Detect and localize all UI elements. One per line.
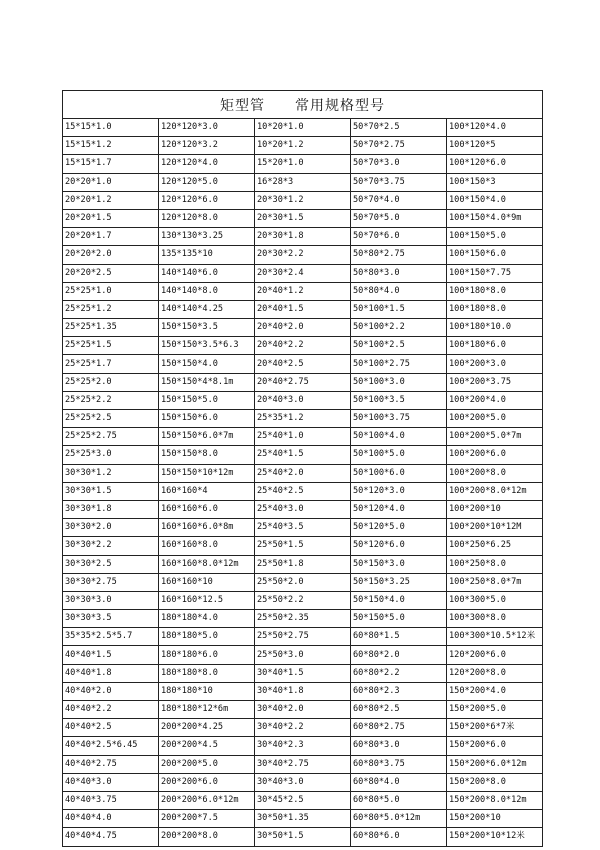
table-cell: 150*200*6*7米 <box>447 719 543 737</box>
table-cell: 25*50*2.0 <box>255 573 351 591</box>
table-cell: 150*200*6.0*12m <box>447 755 543 773</box>
table-row <box>63 119 543 137</box>
table-cell: 20*40*3.0 <box>255 391 351 409</box>
table-cell: 50*150*5.0 <box>351 610 447 628</box>
table-row <box>63 719 543 737</box>
table-cell: 180*180*10 <box>159 682 255 700</box>
table-row <box>63 300 543 318</box>
table-cell: 60*80*2.5 <box>351 701 447 719</box>
table-cell: 25*35*1.2 <box>255 410 351 428</box>
table-cell: 200*200*8.0 <box>159 828 255 846</box>
table-cell: 20*30*1.8 <box>255 228 351 246</box>
table-cell: 50*150*3.0 <box>351 555 447 573</box>
table-cell: 50*150*4.0 <box>351 591 447 609</box>
spec-table-body <box>63 119 543 847</box>
table-row <box>63 137 543 155</box>
table-cell: 150*200*6.0 <box>447 737 543 755</box>
table-cell: 100*200*8.0*12m <box>447 482 543 500</box>
table-row <box>63 319 543 337</box>
table-cell: 20*20*1.7 <box>63 228 159 246</box>
table-cell: 30*40*2.2 <box>255 719 351 737</box>
table-cell: 100*200*6.0 <box>447 446 543 464</box>
table-cell: 30*40*1.5 <box>255 664 351 682</box>
table-cell: 120*120*4.0 <box>159 155 255 173</box>
table-cell: 30*45*2.5 <box>255 791 351 809</box>
table-row <box>63 737 543 755</box>
table-cell: 150*200*10 <box>447 810 543 828</box>
table-cell: 30*30*2.0 <box>63 519 159 537</box>
table-row <box>63 773 543 791</box>
table-cell: 150*150*5.0 <box>159 391 255 409</box>
table-cell: 180*180*12*6m <box>159 701 255 719</box>
table-cell: 40*40*2.2 <box>63 701 159 719</box>
table-cell: 100*200*10*12M <box>447 519 543 537</box>
table-cell: 20*40*2.2 <box>255 337 351 355</box>
table-cell: 20*40*2.75 <box>255 373 351 391</box>
table-cell: 16*28*3 <box>255 173 351 191</box>
table-cell: 100*200*4.0 <box>447 391 543 409</box>
table-cell: 200*200*4.25 <box>159 719 255 737</box>
table-cell: 120*200*8.0 <box>447 664 543 682</box>
table-cell: 60*80*2.0 <box>351 646 447 664</box>
table-cell: 50*120*6.0 <box>351 537 447 555</box>
table-cell: 135*135*10 <box>159 246 255 264</box>
table-cell: 25*50*1.8 <box>255 555 351 573</box>
table-cell: 50*100*6.0 <box>351 464 447 482</box>
table-cell: 25*25*1.7 <box>63 355 159 373</box>
table-cell: 180*180*5.0 <box>159 628 255 646</box>
table-cell: 120*200*6.0 <box>447 646 543 664</box>
table-cell: 160*160*6.0*8m <box>159 519 255 537</box>
table-row <box>63 628 543 646</box>
table-cell: 30*40*1.8 <box>255 682 351 700</box>
table-cell: 150*150*8.0 <box>159 446 255 464</box>
table-row <box>63 446 543 464</box>
table-row <box>63 155 543 173</box>
table-cell: 180*180*8.0 <box>159 664 255 682</box>
table-cell: 50*70*5.0 <box>351 209 447 227</box>
table-cell: 200*200*6.0*12m <box>159 791 255 809</box>
table-cell: 60*80*4.0 <box>351 773 447 791</box>
table-cell: 25*25*1.2 <box>63 300 159 318</box>
table-row <box>63 373 543 391</box>
table-row <box>63 246 543 264</box>
table-cell: 50*100*3.75 <box>351 410 447 428</box>
table-cell: 25*25*2.5 <box>63 410 159 428</box>
table-cell: 150*150*6.0 <box>159 410 255 428</box>
table-row <box>63 682 543 700</box>
table-row <box>63 209 543 227</box>
table-cell: 20*30*2.2 <box>255 246 351 264</box>
table-cell: 20*20*1.5 <box>63 209 159 227</box>
table-row <box>63 646 543 664</box>
table-cell: 25*50*2.2 <box>255 591 351 609</box>
table-row <box>63 337 543 355</box>
table-cell: 20*20*2.0 <box>63 246 159 264</box>
table-row <box>63 555 543 573</box>
table-row <box>63 264 543 282</box>
table-cell: 50*80*4.0 <box>351 282 447 300</box>
table-cell: 150*150*3.5 <box>159 319 255 337</box>
table-cell: 150*150*4.0 <box>159 355 255 373</box>
table-cell: 50*100*2.75 <box>351 355 447 373</box>
title-row <box>63 91 543 119</box>
spec-table <box>62 90 543 847</box>
table-row <box>63 755 543 773</box>
table-cell: 25*50*2.35 <box>255 610 351 628</box>
table-cell: 100*180*6.0 <box>447 337 543 355</box>
table-cell: 25*25*2.75 <box>63 428 159 446</box>
table-row <box>63 810 543 828</box>
table-cell: 50*70*2.5 <box>351 119 447 137</box>
table-row <box>63 500 543 518</box>
table-cell: 50*100*1.5 <box>351 300 447 318</box>
table-cell: 30*30*2.75 <box>63 573 159 591</box>
table-cell: 15*15*1.2 <box>63 137 159 155</box>
table-cell: 25*25*2.2 <box>63 391 159 409</box>
table-cell: 100*300*10.5*12米 <box>447 628 543 646</box>
table-cell: 200*200*4.5 <box>159 737 255 755</box>
table-cell: 200*200*7.5 <box>159 810 255 828</box>
table-cell: 60*80*5.0*12m <box>351 810 447 828</box>
table-cell: 160*160*10 <box>159 573 255 591</box>
table-row <box>63 428 543 446</box>
table-cell: 100*250*8.0*7m <box>447 573 543 591</box>
table-cell: 20*40*2.0 <box>255 319 351 337</box>
table-cell: 100*120*6.0 <box>447 155 543 173</box>
table-cell: 30*30*2.5 <box>63 555 159 573</box>
table-cell: 10*20*1.0 <box>255 119 351 137</box>
table-cell: 50*70*2.75 <box>351 137 447 155</box>
table-cell: 100*200*10 <box>447 500 543 518</box>
table-cell: 25*25*1.5 <box>63 337 159 355</box>
table-cell: 25*40*3.5 <box>255 519 351 537</box>
table-cell: 100*150*4.0 <box>447 191 543 209</box>
table-cell: 150*150*6.0*7m <box>159 428 255 446</box>
table-cell: 25*50*2.75 <box>255 628 351 646</box>
table-row <box>63 591 543 609</box>
table-cell: 25*50*3.0 <box>255 646 351 664</box>
table-cell: 40*40*2.5*6.45 <box>63 737 159 755</box>
table-cell: 50*120*3.0 <box>351 482 447 500</box>
table-cell: 120*120*6.0 <box>159 191 255 209</box>
table-cell: 150*200*4.0 <box>447 682 543 700</box>
table-cell: 50*80*3.0 <box>351 264 447 282</box>
table-cell: 20*40*1.2 <box>255 282 351 300</box>
table-cell: 60*80*1.5 <box>351 628 447 646</box>
table-row <box>63 191 543 209</box>
table-cell: 20*40*1.5 <box>255 300 351 318</box>
table-cell: 40*40*3.75 <box>63 791 159 809</box>
table-cell: 180*180*6.0 <box>159 646 255 664</box>
table-cell: 100*180*10.0 <box>447 319 543 337</box>
table-cell: 150*200*5.0 <box>447 701 543 719</box>
table-cell: 100*200*5.0 <box>447 410 543 428</box>
table-cell: 160*160*8.0 <box>159 537 255 555</box>
table-cell: 60*80*6.0 <box>351 828 447 846</box>
table-cell: 50*100*4.0 <box>351 428 447 446</box>
table-cell: 60*80*3.0 <box>351 737 447 755</box>
table-row <box>63 355 543 373</box>
table-cell: 30*30*3.0 <box>63 591 159 609</box>
table-cell: 100*250*8.0 <box>447 555 543 573</box>
table-cell: 50*100*3.0 <box>351 373 447 391</box>
table-cell: 15*15*1.0 <box>63 119 159 137</box>
table-cell: 30*30*2.2 <box>63 537 159 555</box>
table-cell: 20*30*1.5 <box>255 209 351 227</box>
table-cell: 20*20*1.2 <box>63 191 159 209</box>
table-cell: 20*30*2.4 <box>255 264 351 282</box>
table-cell: 130*130*3.25 <box>159 228 255 246</box>
table-cell: 150*200*10*12米 <box>447 828 543 846</box>
table-cell: 160*160*12.5 <box>159 591 255 609</box>
table-cell: 150*150*3.5*6.3 <box>159 337 255 355</box>
table-cell: 25*25*1.0 <box>63 282 159 300</box>
table-cell: 120*120*8.0 <box>159 209 255 227</box>
table-cell: 60*80*2.75 <box>351 719 447 737</box>
table-cell: 25*40*2.5 <box>255 482 351 500</box>
table-cell: 25*40*3.0 <box>255 500 351 518</box>
table-cell: 50*70*6.0 <box>351 228 447 246</box>
table-cell: 25*40*2.0 <box>255 464 351 482</box>
table-cell: 40*40*2.0 <box>63 682 159 700</box>
table-cell: 25*40*1.0 <box>255 428 351 446</box>
table-cell: 140*140*4.25 <box>159 300 255 318</box>
table-cell: 20*30*1.2 <box>255 191 351 209</box>
table-cell: 20*20*1.0 <box>63 173 159 191</box>
table-cell: 60*80*5.0 <box>351 791 447 809</box>
table-row <box>63 828 543 846</box>
table-cell: 160*160*8.0*12m <box>159 555 255 573</box>
table-cell: 25*50*1.5 <box>255 537 351 555</box>
table-cell: 60*80*3.75 <box>351 755 447 773</box>
table-cell: 120*120*5.0 <box>159 173 255 191</box>
table-row <box>63 537 543 555</box>
table-cell: 100*200*3.75 <box>447 373 543 391</box>
table-cell: 60*80*2.2 <box>351 664 447 682</box>
table-cell: 20*40*2.5 <box>255 355 351 373</box>
table-row <box>63 464 543 482</box>
table-row <box>63 610 543 628</box>
table-cell: 100*200*5.0*7m <box>447 428 543 446</box>
table-cell: 150*150*10*12m <box>159 464 255 482</box>
table-cell: 50*100*5.0 <box>351 446 447 464</box>
table-cell: 50*100*3.5 <box>351 391 447 409</box>
table-cell: 25*25*3.0 <box>63 446 159 464</box>
table-row <box>63 664 543 682</box>
table-cell: 200*200*5.0 <box>159 755 255 773</box>
table-row <box>63 228 543 246</box>
table-cell: 30*40*3.0 <box>255 773 351 791</box>
table-cell: 30*30*1.8 <box>63 500 159 518</box>
table-row <box>63 282 543 300</box>
table-cell: 30*30*1.5 <box>63 482 159 500</box>
table-row <box>63 391 543 409</box>
table-cell: 100*200*3.0 <box>447 355 543 373</box>
spec-sheet <box>62 90 542 847</box>
table-cell: 15*20*1.0 <box>255 155 351 173</box>
table-cell: 180*180*4.0 <box>159 610 255 628</box>
table-row <box>63 173 543 191</box>
table-cell: 40*40*1.5 <box>63 646 159 664</box>
table-cell: 100*120*4.0 <box>447 119 543 137</box>
table-cell: 50*80*2.75 <box>351 246 447 264</box>
table-cell: 40*40*4.75 <box>63 828 159 846</box>
table-cell: 100*180*8.0 <box>447 300 543 318</box>
table-cell: 25*25*2.0 <box>63 373 159 391</box>
table-cell: 15*15*1.7 <box>63 155 159 173</box>
table-cell: 150*200*8.0*12m <box>447 791 543 809</box>
table-cell: 50*100*2.2 <box>351 319 447 337</box>
table-cell: 30*50*1.35 <box>255 810 351 828</box>
table-cell: 100*250*6.25 <box>447 537 543 555</box>
table-cell: 50*120*4.0 <box>351 500 447 518</box>
table-cell: 40*40*1.8 <box>63 664 159 682</box>
table-cell: 100*150*6.0 <box>447 246 543 264</box>
table-row <box>63 791 543 809</box>
table-cell: 140*140*8.0 <box>159 282 255 300</box>
table-cell: 50*70*3.75 <box>351 173 447 191</box>
table-cell: 150*200*8.0 <box>447 773 543 791</box>
table-cell: 120*120*3.2 <box>159 137 255 155</box>
table-row <box>63 701 543 719</box>
table-cell: 200*200*6.0 <box>159 773 255 791</box>
table-cell: 150*150*4*8.1m <box>159 373 255 391</box>
table-cell: 120*120*3.0 <box>159 119 255 137</box>
table-cell: 160*160*6.0 <box>159 500 255 518</box>
table-cell: 50*70*3.0 <box>351 155 447 173</box>
table-cell: 25*40*1.5 <box>255 446 351 464</box>
table-cell: 100*300*8.0 <box>447 610 543 628</box>
table-cell: 100*150*4.0*9m <box>447 209 543 227</box>
table-cell: 60*80*2.3 <box>351 682 447 700</box>
table-cell: 40*40*2.5 <box>63 719 159 737</box>
table-cell: 30*30*1.2 <box>63 464 159 482</box>
table-cell: 30*30*3.5 <box>63 610 159 628</box>
table-cell: 20*20*2.5 <box>63 264 159 282</box>
table-cell: 35*35*2.5*5.7 <box>63 628 159 646</box>
table-cell: 30*40*2.3 <box>255 737 351 755</box>
table-cell: 160*160*4 <box>159 482 255 500</box>
table-cell: 100*180*8.0 <box>447 282 543 300</box>
table-cell: 50*120*5.0 <box>351 519 447 537</box>
table-cell: 40*40*4.0 <box>63 810 159 828</box>
table-cell: 30*50*1.5 <box>255 828 351 846</box>
table-cell: 50*70*4.0 <box>351 191 447 209</box>
table-row <box>63 573 543 591</box>
table-cell: 40*40*2.75 <box>63 755 159 773</box>
table-row <box>63 482 543 500</box>
table-cell: 50*150*3.25 <box>351 573 447 591</box>
table-cell: 40*40*3.0 <box>63 773 159 791</box>
table-cell: 30*40*2.0 <box>255 701 351 719</box>
table-cell: 25*25*1.35 <box>63 319 159 337</box>
table-cell: 100*150*3 <box>447 173 543 191</box>
table-row <box>63 519 543 537</box>
table-cell: 100*300*5.0 <box>447 591 543 609</box>
table-cell: 100*120*5 <box>447 137 543 155</box>
table-cell: 10*20*1.2 <box>255 137 351 155</box>
table-cell: 100*150*7.75 <box>447 264 543 282</box>
table-cell: 50*100*2.5 <box>351 337 447 355</box>
table-cell: 100*150*5.0 <box>447 228 543 246</box>
table-row <box>63 410 543 428</box>
table-cell: 30*40*2.75 <box>255 755 351 773</box>
table-cell: 100*200*8.0 <box>447 464 543 482</box>
page-title: 矩型管 常用规格型号 <box>63 91 543 119</box>
table-cell: 140*140*6.0 <box>159 264 255 282</box>
